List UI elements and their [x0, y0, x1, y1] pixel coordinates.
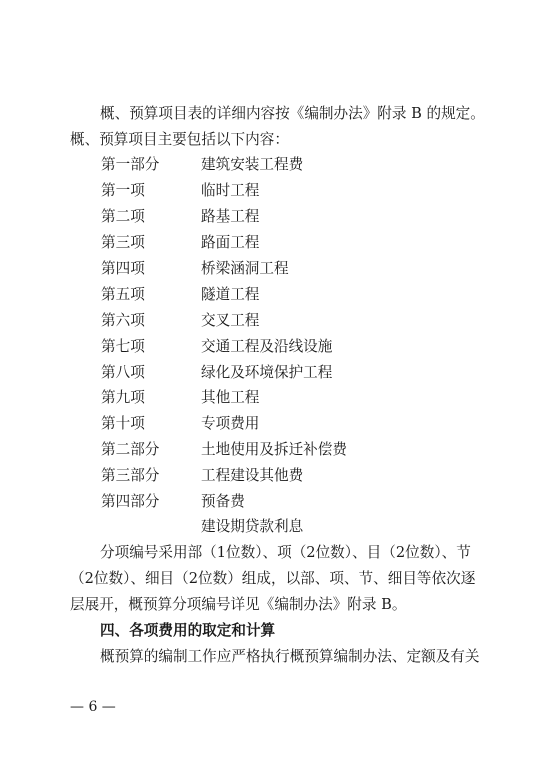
- item-key: 第六项: [101, 312, 145, 329]
- item-key: 第九项: [101, 389, 145, 406]
- item-value: 路基工程: [201, 208, 260, 225]
- item-key: 第四项: [101, 260, 145, 277]
- item-value: 其他工程: [201, 389, 260, 406]
- intro-line-1: 概、预算项目表的详细内容按《编制办法》附录 B 的规定。: [100, 105, 485, 122]
- item-value: 隧道工程: [201, 286, 260, 303]
- item-key: 第一项: [101, 182, 145, 199]
- item-value: 临时工程: [201, 182, 260, 199]
- item-key: 第十项: [101, 415, 145, 432]
- section-heading: 四、各项费用的取定和计算: [100, 622, 276, 639]
- item-key: 第七项: [101, 338, 145, 355]
- item-value: 专项费用: [201, 415, 260, 432]
- item-key: 第五项: [101, 286, 145, 303]
- item-value: 建筑安装工程费: [201, 156, 304, 173]
- item-key: 第三项: [101, 234, 145, 251]
- item-key: 第八项: [101, 364, 145, 381]
- section-body-line: 概预算的编制工作应严格执行概预算编制办法、定额及有关: [100, 648, 480, 665]
- item-value: 土地使用及拆迁补偿费: [201, 441, 347, 458]
- item-key: 第一部分: [101, 156, 160, 173]
- item-key: 第二部分: [101, 441, 160, 458]
- item-value: 桥梁涵洞工程: [201, 260, 289, 277]
- item-value: 预备费: [201, 493, 245, 510]
- numbering-line-2: （2位数）、细目（2位数）组成，以部、项、节、细目等依次逐: [70, 570, 476, 587]
- numbering-line-3: 层展开，概预算分项编号详见《编制办法》附录 B。: [70, 596, 407, 613]
- intro-line-2: 概、预算项目主要包括以下内容：: [70, 131, 289, 148]
- numbering-line-1: 分项编号采用部（1位数）、项（2位数）、目（2位数）、节: [100, 544, 471, 561]
- item-key: 第二项: [101, 208, 145, 225]
- page-number: — 6 —: [70, 699, 116, 715]
- item-value: 交通工程及沿线设施: [201, 338, 333, 355]
- item-key: 第三部分: [101, 467, 160, 484]
- item-key: 第四部分: [101, 493, 160, 510]
- item-value: 绿化及环境保护工程: [201, 364, 333, 381]
- item-value: 工程建设其他费: [201, 467, 304, 484]
- item-value: 路面工程: [201, 234, 260, 251]
- item-value: 建设期贷款利息: [201, 518, 304, 535]
- item-value: 交叉工程: [201, 312, 260, 329]
